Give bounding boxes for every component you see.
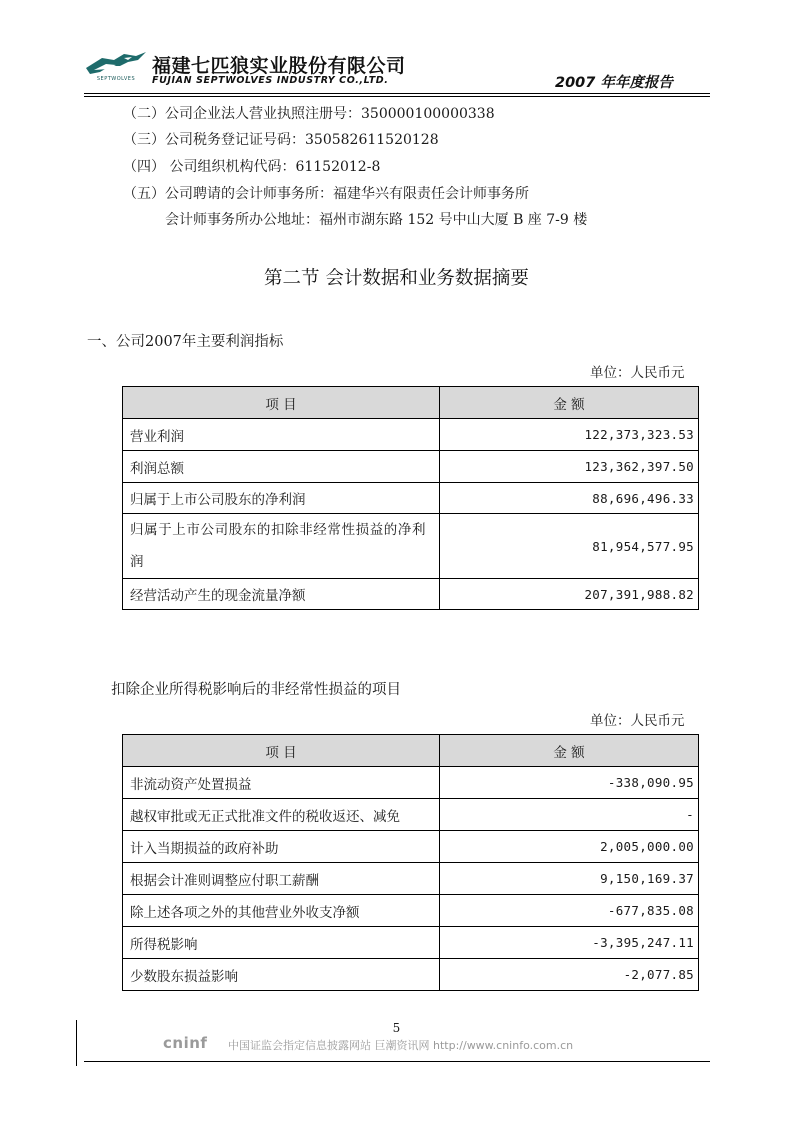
row-amount: 81,954,577.95 bbox=[440, 514, 699, 579]
col-header-item: 项 目 bbox=[123, 735, 440, 767]
header-rule bbox=[84, 93, 710, 94]
row-amount: 207,391,988.82 bbox=[440, 579, 699, 610]
profit-indicators-table bbox=[122, 386, 699, 610]
table-row bbox=[123, 959, 699, 991]
table-row bbox=[123, 483, 699, 514]
table2-heading: 扣除企业所得税影响后的非经常性损益的项目 bbox=[111, 682, 401, 698]
page-number: 5 bbox=[392, 1021, 401, 1035]
row-item: 除上述各项之外的其他营业外收支净额 bbox=[123, 895, 440, 927]
row-amount: -677,835.08 bbox=[440, 895, 699, 927]
table-row bbox=[123, 927, 699, 959]
row-item: 所得税影响 bbox=[123, 927, 440, 959]
table-row bbox=[123, 419, 699, 451]
cninfo-logo: cninf bbox=[163, 1034, 208, 1052]
table-row bbox=[123, 831, 699, 863]
non-recurring-items-table bbox=[122, 734, 699, 991]
company-name-cn: 福建七匹狼实业股份有限公司 bbox=[152, 55, 406, 77]
row-item: 非流动资产处置损益 bbox=[123, 767, 440, 799]
table-row bbox=[123, 895, 699, 927]
table-row bbox=[123, 579, 699, 610]
row-amount: 2,005,000.00 bbox=[440, 831, 699, 863]
table-header-row bbox=[123, 387, 699, 419]
table-header-row bbox=[123, 735, 699, 767]
row-amount: - bbox=[440, 799, 699, 831]
section-title: 第二节 会计数据和业务数据摘要 bbox=[264, 268, 529, 289]
footer-rule bbox=[84, 1061, 710, 1062]
row-amount: 123,362,397.50 bbox=[440, 451, 699, 483]
info-line-firm-address: 会计师事务所办公地址：福州市湖东路 152 号中山大厦 B 座 7-9 楼 bbox=[165, 212, 588, 228]
row-amount: 122,373,323.53 bbox=[440, 419, 699, 451]
table1-heading: 一、公司2007年主要利润指标 bbox=[87, 334, 284, 350]
col-header-amount: 金 额 bbox=[440, 387, 699, 419]
table2-unit: 单位：人民币元 bbox=[590, 713, 685, 729]
row-amount: 88,696,496.33 bbox=[440, 483, 699, 514]
table-row bbox=[123, 514, 699, 579]
company-name-en: FUJIAN SEPTWOLVES INDUSTRY CO.,LTD. bbox=[152, 75, 389, 86]
row-item: 经营活动产生的现金流量净额 bbox=[123, 579, 440, 610]
info-line-org-code: （四） 公司组织机构代码：61152012-8 bbox=[123, 159, 381, 175]
row-item: 归属于上市公司股东的扣除非经常性损益的净利润 bbox=[123, 514, 440, 579]
info-line-accounting-firm: （五）公司聘请的会计师事务所：福建华兴有限责任会计师事务所 bbox=[123, 186, 529, 202]
col-header-item: 项 目 bbox=[123, 387, 440, 419]
row-item: 计入当期损益的政府补助 bbox=[123, 831, 440, 863]
footer-vertical-rule bbox=[76, 1020, 77, 1066]
col-header-amount: 金 额 bbox=[440, 735, 699, 767]
info-line-tax-number: （三）公司税务登记证号码：350582611520128 bbox=[123, 132, 439, 148]
footer-site-text: 中国证监会指定信息披露网站 巨潮资讯网 http://www.cninfo.com.cn bbox=[228, 1039, 574, 1052]
row-item: 利润总额 bbox=[123, 451, 440, 483]
info-line-registration: （二）公司企业法人营业执照注册号：350000100000338 bbox=[123, 106, 495, 122]
row-item: 少数股东损益影响 bbox=[123, 959, 440, 991]
table-row bbox=[123, 863, 699, 895]
row-item: 归属于上市公司股东的净利润 bbox=[123, 483, 440, 514]
row-item: 营业利润 bbox=[123, 419, 440, 451]
report-title: 2007 年年度报告 bbox=[555, 75, 673, 91]
table-row bbox=[123, 451, 699, 483]
table-row bbox=[123, 799, 699, 831]
row-amount: -3,395,247.11 bbox=[440, 927, 699, 959]
table1-unit: 单位：人民币元 bbox=[590, 365, 685, 381]
table-row bbox=[123, 767, 699, 799]
row-amount: -338,090.95 bbox=[440, 767, 699, 799]
row-amount: 9,150,169.37 bbox=[440, 863, 699, 895]
header-rule-thin bbox=[84, 96, 710, 97]
logo-caption: SEPTWOLVES bbox=[96, 76, 136, 82]
row-amount: -2,077.85 bbox=[440, 959, 699, 991]
row-item: 根据会计准则调整应付职工薪酬 bbox=[123, 863, 440, 895]
row-item: 越权审批或无正式批准文件的税收返还、减免 bbox=[123, 799, 440, 831]
